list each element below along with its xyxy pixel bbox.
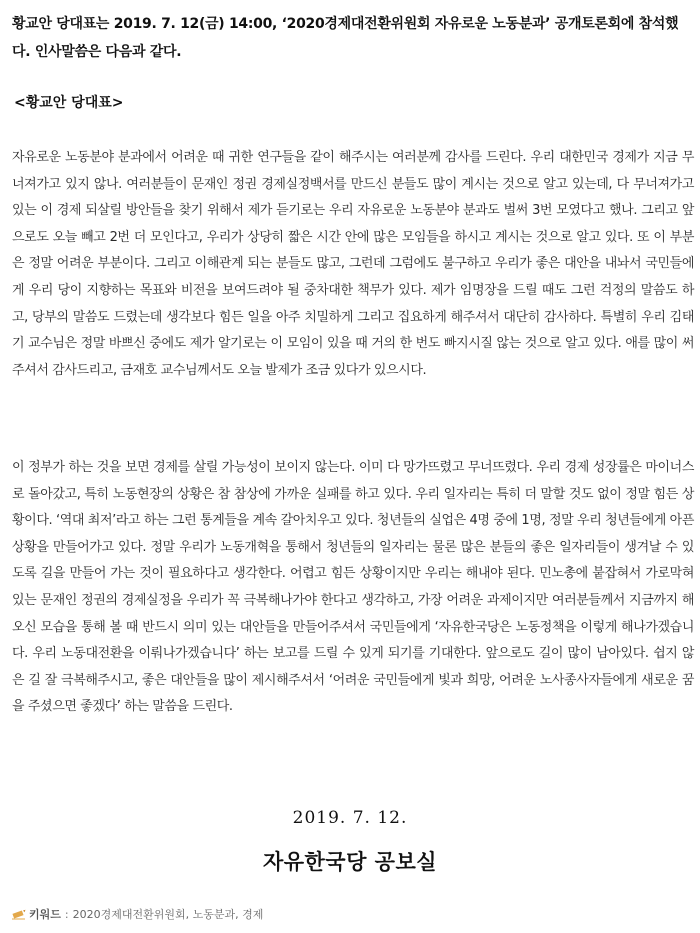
speech-paragraph-1: 자유로운 노동분야 분과에서 어려운 때 귀한 연구들을 같이 해주시는 여러분께 감사를 드린다. 우리 대한민국 경제가 지금 무너져가고 있지 않나. 여러분들이 문재인 정권 경제실정백서를 만드신 분들도 많이 계시는 것으로 알고 있는데, 다 무너져가고 있는 이 경제 되살릴 방안들을 찾기 위해서 제가 듣기로는 우리 자유로운 노동분야 분과도 벌써 3번 모였다고 했나. 그리고 앞으로도 오늘 빼고 2번 더 모인다고, 우리가 상당히 짧은 시간 안에 많은 모임들을 하시고 계시는 것으로 알고 있다. 또 이 부분은 정말 어려운 부분이다. 그리고 이해관계 되는 분들도 많고, 그런데 그럼에도 불구하고 우리가 좋은 대안을 내놔서 국민들에게 우리 당이 지향하는 목표와 비전을 보여드려야 될 중차대한 책무가 있다. 제가 임명장을 드릴 때도 그런 걱정의 말씀도 하고, 당부의 말씀도 드렸는데 생각보다 힘든 일을 아주 치밀하게 그리고 집요하게 해주셔서 대단히 감사하다. 특별히 우리 김태기 교수님은 정말 바쁘신 중에도 제가 알기로는 이 모임이 있을 때 거의 한 번도 빠지시질 않는 것으로 알고 있다. 애를 많이 써주셔서 감사드리고, 금재호 교수님께서도 오늘 발제가 조금 있다가 있으시다. [12, 150, 694, 378]
release-date: 2019. 7. 12. [292, 808, 408, 828]
organization-name: 자유한국당 공보실 [262, 850, 438, 874]
speaker-heading: <황교안 당대표> [14, 95, 124, 111]
keyword-label: 키워드 [29, 908, 61, 921]
intro-text: 황교안 당대표는 2019. 7. 12(금) 14:00, ‘2020경제대전환위원회 자유로운 노동분과’ 공개토론회에 참석했다. 인사말씀은 다음과 같다. [12, 16, 679, 60]
keyword-bar [12, 906, 263, 922]
pencil-icon [12, 909, 26, 920]
speech-paragraph-2: 이 정부가 하는 것을 보면 경제를 살릴 가능성이 보이지 않는다. 이미 다 망가뜨렸고 무너뜨렸다. 우리 경제 성장률은 마이너스로 돌아갔고, 특히 노동현장의 상황은 참 참상에 가까운 실패를 하고 있다. 우리 일자리는 특히 더 말할 것도 없이 정말 힘든 상황이다. ‘역대 최저’라고 하는 그런 통계들을 계속 갈아치우고 있다. 청년들의 실업은 4명 중에 1명, 정말 우리 청년들에게 아픈 상황을 만들어가고 있다. 정말 우리가 노동개혁을 통해서 청년들의 일자리는 물론 많은 분들의 좋은 일자리들이 생겨날 수 있도록 길을 만들어 가는 것이 필요하다고 생각한다. 어렵고 힘든 상황이지만 우리는 해내야 된다. 민노총에 붙잡혀서 가로막혀있는 문재인 정권의 경제실정을 우리가 꼭 극복해나가야 한다고 생각하고, 가장 어려운 과제이지만 여러분들께서 지금까지 해오신 모습을 통해 볼 때 반드시 의미 있는 대안들을 만들어주셔서 국민들에게 ‘자유한국당은 노동정책을 이렇게 해나가겠습니다. 우리 노동대전환을 이뤄나가겠습니다’ 하는 보고를 드릴 수 있게 되기를 기대한다. 앞으로도 길이 많이 남아있다. 쉽지 않은 길 잘 극복해주시고, 좋은 대안들을 많이 제시해주셔서 ‘어려운 국민들에게 빛과 희망, 어려운 노사종사자들에게 새로운 꿈을 주셨으면 좋겠다’ 하는 말씀을 드린다. [12, 460, 694, 715]
keyword-list: 2020경제대전환위원회, 노동분과, 경제 [72, 908, 264, 921]
keyword-separator: : [64, 907, 69, 921]
